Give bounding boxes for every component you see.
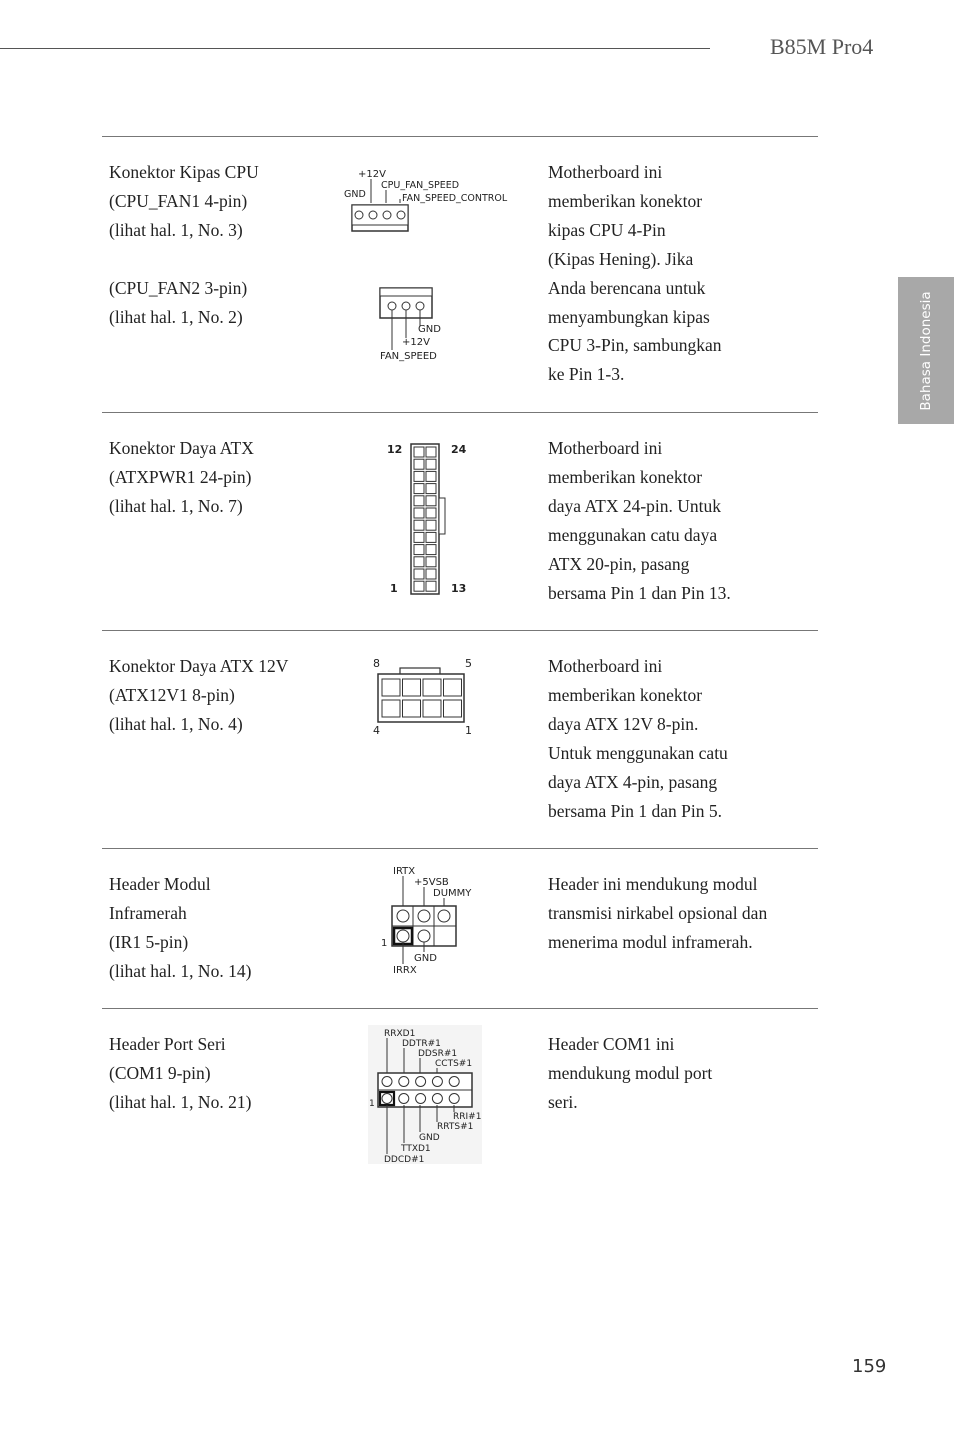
description-line: ATX 20-pin, pasang	[548, 553, 690, 574]
pin-label: 1	[390, 582, 398, 595]
pin-label: CCTS#1	[435, 1059, 473, 1069]
pin-label: 4	[373, 724, 380, 737]
label-line: (IR1 5-pin)	[109, 931, 189, 952]
pin-label: 24	[451, 443, 467, 456]
atx24-pin-cell	[414, 459, 424, 469]
label-line: (lihat hal. 1, No. 3)	[109, 219, 243, 240]
description-line: Motherboard ini	[548, 656, 663, 676]
description-line: daya ATX 12V 8-pin.	[548, 713, 699, 734]
atx24-pin-cell	[414, 447, 424, 457]
label-line: Konektor Daya ATX	[109, 438, 254, 458]
atx-power-description	[548, 434, 813, 607]
atx-power-label	[109, 434, 349, 521]
atx24-pin-cell	[414, 532, 424, 542]
atx24-pin-cell	[414, 569, 424, 579]
pin-label: IRRX	[393, 965, 417, 976]
ir-header-description	[548, 870, 818, 957]
com-header-description	[548, 1030, 813, 1117]
atx24-pin-cell	[414, 508, 424, 518]
atx24-pin-cell	[426, 532, 436, 542]
atx24-pin-cell	[414, 484, 424, 494]
pin-label: 1	[465, 724, 472, 737]
label-line: Header Modul	[109, 874, 211, 894]
atx24-pin-cell	[426, 447, 436, 457]
pin-label: 5	[465, 657, 472, 670]
cpu-fan-description	[548, 158, 813, 389]
atx24-pin-cell	[426, 471, 436, 481]
pin-label: DDTR#1	[402, 1039, 441, 1049]
description-line: Header ini mendukung modul	[548, 874, 758, 894]
label-line: Konektor Kipas CPU	[109, 162, 259, 182]
pin-label: RRI#1	[453, 1112, 482, 1122]
pin-label: FAN_SPEED	[380, 351, 437, 362]
pin-label: IRTX	[393, 866, 416, 877]
header-rule	[0, 48, 710, 49]
atx24-pin-cell	[426, 569, 436, 579]
label-line: (CPU_FAN2 3-pin)	[109, 277, 248, 298]
description-line: Anda berencana untuk	[548, 277, 706, 298]
atx12v-description	[548, 652, 813, 825]
description-line: memberikan konektor	[548, 190, 703, 211]
atx24-pin-cell	[414, 520, 424, 530]
label-line: (lihat hal. 1, No. 14)	[109, 960, 252, 981]
label-line: (lihat hal. 1, No. 21)	[109, 1091, 252, 1112]
atx24-pin-cell	[426, 508, 436, 518]
pin-label: CPU_FAN_SPEED	[381, 180, 460, 191]
pin-label: RRXD1	[384, 1029, 416, 1039]
model-name: B85M Pro4	[770, 34, 874, 59]
description-line: Untuk menggunakan catu	[548, 742, 728, 763]
description-line: daya ATX 4-pin, pasang	[548, 771, 718, 792]
description-line: kipas CPU 4-Pin	[548, 219, 666, 240]
pin-label: FAN_SPEED_CONTROL	[402, 193, 508, 204]
label-line: Inframerah	[109, 902, 187, 923]
description-line: menyambungkan kipas	[548, 306, 710, 327]
description-line: mendukung modul port	[548, 1062, 713, 1083]
pin-label: 8	[373, 657, 380, 670]
pin-label: 12	[387, 443, 403, 456]
pin-label: GND	[418, 324, 441, 335]
atx24-pin-cell	[414, 471, 424, 481]
atx12v-pin-cell	[403, 700, 421, 717]
pin-label: TTXD1	[401, 1144, 431, 1154]
section-divider	[102, 848, 818, 849]
language-tab-label: Bahasa Indonesia	[918, 290, 934, 411]
pin-label: 1	[381, 938, 388, 949]
pin-label: DUMMY	[433, 888, 472, 899]
atx12v-pin-cell	[423, 679, 441, 696]
pin-label: +12V	[402, 337, 430, 348]
atx12v-pin-cell	[423, 700, 441, 717]
description-line: bersama Pin 1 dan Pin 13.	[548, 582, 731, 603]
label-line: Konektor Daya ATX 12V	[109, 656, 289, 676]
pin-label: DDCD#1	[384, 1155, 425, 1165]
language-tab	[898, 277, 954, 424]
atx12v-pin-cell	[403, 679, 421, 696]
atx24-pin-cell	[414, 545, 424, 555]
description-line: memberikan konektor	[548, 466, 703, 487]
section-divider	[102, 136, 818, 137]
description-line: seri.	[548, 1091, 578, 1112]
label-gap	[109, 245, 349, 274]
ir-5pin-diagram	[372, 862, 492, 977]
com-header-label	[109, 1030, 349, 1117]
atx12v-pin-cell	[444, 700, 462, 717]
pin-label: 13	[451, 582, 467, 595]
section-divider	[102, 630, 818, 631]
description-line: memberikan konektor	[548, 684, 703, 705]
pin-label: RRTS#1	[437, 1122, 474, 1132]
atx24-pin-cell	[414, 496, 424, 506]
atx-24pin-diagram	[380, 438, 480, 600]
pin-label: GND	[344, 189, 366, 200]
page-number: 159	[852, 1356, 887, 1377]
atx24-pin-cell	[426, 459, 436, 469]
description-line: Motherboard ini	[548, 162, 663, 182]
label-line: (ATXPWR1 24-pin)	[109, 466, 252, 487]
label-line: (ATX12V1 8-pin)	[109, 684, 235, 705]
cpu-fan-label	[109, 158, 349, 331]
atx12v-pin-cell	[382, 679, 400, 696]
description-line: Motherboard ini	[548, 438, 663, 458]
description-line: (Kipas Hening). Jika	[548, 248, 694, 269]
atx24-pin-cell	[426, 557, 436, 567]
label-line: (COM1 9-pin)	[109, 1062, 211, 1083]
atx12v-label	[109, 652, 349, 739]
atx24-pin-cell	[414, 581, 424, 591]
description-line: ke Pin 1-3.	[548, 364, 625, 385]
description-line: menggunakan catu daya	[548, 524, 718, 545]
label-line: Header Port Seri	[109, 1034, 226, 1054]
label-line: (CPU_FAN1 4-pin)	[109, 190, 248, 211]
atx24-pin-cell	[426, 484, 436, 494]
atx24-pin-cell	[414, 557, 424, 567]
label-line: (lihat hal. 1, No. 7)	[109, 495, 243, 516]
label-line: (lihat hal. 1, No. 2)	[109, 306, 243, 327]
com-9pin-diagram	[366, 1025, 484, 1165]
atx24-pin-cell	[426, 545, 436, 555]
atx12v-pin-cell	[444, 679, 462, 696]
atx12v-8pin-diagram	[368, 656, 478, 740]
section-divider	[102, 412, 818, 413]
atx24-pin-cell	[426, 581, 436, 591]
pin-label: +12V	[358, 169, 386, 180]
label-line: (lihat hal. 1, No. 4)	[109, 713, 243, 734]
atx24-pin-cell	[426, 496, 436, 506]
cpu-fan2-3pin-diagram	[370, 284, 480, 366]
description-line: transmisi nirkabel opsional dan	[548, 902, 768, 923]
pin-label: 1	[369, 1099, 375, 1109]
pin-label: +5VSB	[414, 877, 449, 888]
description-line: menerima modul inframerah.	[548, 931, 753, 952]
pin-label: GND	[414, 953, 437, 964]
pin-label: DDSR#1	[418, 1049, 458, 1059]
section-divider	[102, 1008, 818, 1009]
cpu-fan1-4pin-diagram	[340, 163, 530, 238]
description-line: daya ATX 24-pin. Untuk	[548, 495, 722, 516]
atx24-pin-cell	[426, 520, 436, 530]
description-line: Header COM1 ini	[548, 1034, 675, 1054]
pin-label: GND	[419, 1133, 440, 1143]
atx12v-pin-cell	[382, 700, 400, 717]
description-line: bersama Pin 1 dan Pin 5.	[548, 800, 723, 821]
ir-header-label	[109, 870, 349, 986]
description-line: CPU 3-Pin, sambungkan	[548, 335, 722, 356]
